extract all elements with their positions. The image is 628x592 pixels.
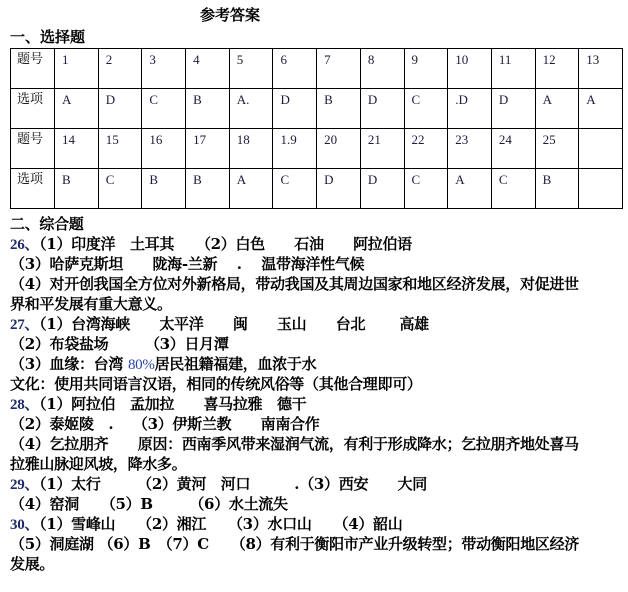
answer-text: （2）布袋盐场 （3）日月潭 [10, 335, 229, 353]
answer-cell: C [404, 89, 448, 129]
answer-cell: D [98, 89, 142, 129]
question-number-cell: 3 [142, 49, 186, 89]
answer-cell: D [491, 89, 535, 129]
answer-cell: D [317, 169, 361, 209]
section-comprehensive [10, 214, 625, 574]
answer-line [10, 254, 625, 274]
question-number-cell: 11 [491, 49, 535, 89]
answer-cell: B [55, 169, 99, 209]
row-label: 选项 [11, 89, 55, 129]
answer-line [10, 394, 625, 414]
answer-cell: .D [448, 89, 492, 129]
question-number-cell: 12 [535, 49, 579, 89]
question-number-cell: 9 [404, 49, 448, 89]
question-number-cell: 8 [360, 49, 404, 89]
answer-text: （3）血缘：台湾 [10, 355, 128, 373]
question-number-cell: 15 [98, 129, 142, 169]
table-row [11, 129, 623, 169]
question-number-cell: 25 [535, 129, 579, 169]
answer-line [10, 434, 625, 454]
answer-text: 发展。 [10, 555, 55, 573]
answer-line [10, 374, 625, 394]
row-label: 题号 [11, 129, 55, 169]
section-heading-multiple-choice: 一、选择题 [10, 28, 86, 46]
percentage-value: 80% [127, 357, 155, 373]
answer-line [10, 274, 625, 294]
question-number-cell: 23 [448, 129, 492, 169]
question-number-cell: 4 [186, 49, 230, 89]
answer-line [10, 554, 625, 574]
answer-line [10, 514, 625, 534]
answer-cell: C [98, 169, 142, 209]
section-heading-comprehensive: 二、综合题 [10, 215, 84, 233]
question-number-cell: 17 [186, 129, 230, 169]
answer-cell: B [186, 89, 230, 129]
answer-text: （4）对开创我国全方位对外新格局，带动我国及其周边国家和地区经济发展，对促进世 [10, 275, 579, 293]
row-label: 题号 [11, 49, 55, 89]
question-number-cell [579, 129, 623, 169]
question-number-cell: 6 [273, 49, 317, 89]
answer-text: （1）太行 （2）黄河 河口 .（3）西安 大同 [39, 475, 427, 493]
question-number-cell: 2 [98, 49, 142, 89]
answer-cell: D [360, 169, 404, 209]
answer-text: （1）阿拉伯 孟加拉 喜马拉雅 德干 [39, 395, 307, 413]
answer-text: （3）哈萨克斯坦 陇海-兰新 . 温带海洋性气候 [10, 255, 365, 273]
answer-table [10, 48, 623, 209]
question-number-cell: 10 [448, 49, 492, 89]
document-title: 参考答案 [200, 6, 261, 24]
table-row [11, 89, 623, 129]
question-number-cell: 22 [404, 129, 448, 169]
answer-text: 居民祖籍福建，血浓于水 [154, 355, 317, 373]
answer-cell [579, 169, 623, 209]
answer-cell: A [229, 169, 273, 209]
answer-line [10, 534, 625, 554]
answer-line [10, 334, 625, 354]
answer-cell: A [579, 89, 623, 129]
answer-text: （4）乞拉朋齐 原因：西南季风带来湿润气流，有利于形成降水；乞拉朋齐地处喜马 [10, 435, 579, 453]
answer-cell: B [535, 169, 579, 209]
answer-cell: B [186, 169, 230, 209]
answer-cell: C [491, 169, 535, 209]
question-number: 28、 [10, 397, 40, 413]
question-number: 26、 [10, 237, 40, 253]
answer-cell: C [404, 169, 448, 209]
answer-text: （1）雪峰山 （2）湘江 （3）水口山 （4）韶山 [39, 515, 403, 533]
answer-cell: A [448, 169, 492, 209]
answer-cell: A [535, 89, 579, 129]
question-number-cell: 1 [55, 49, 99, 89]
answer-cell: A [55, 89, 99, 129]
answer-text: 拉雅山脉迎风坡，降水多。 [10, 455, 187, 473]
answer-line [10, 454, 625, 474]
table-row [11, 49, 623, 89]
question-number: 29、 [10, 477, 40, 493]
answer-cell: B [142, 169, 186, 209]
answer-text: （2）泰姬陵 . （3）伊斯兰教 南南合作 [10, 415, 320, 433]
question-number-cell: 21 [360, 129, 404, 169]
answer-text: （1）印度洋 土耳其 （2）白色 石油 阿拉伯语 [39, 235, 412, 253]
answer-cell: D [273, 89, 317, 129]
question-number: 30、 [10, 517, 40, 533]
question-number: 27、 [10, 317, 40, 333]
question-number-cell: 18 [229, 129, 273, 169]
answer-text: 界和平发展有重大意义。 [10, 295, 172, 313]
answer-line [10, 494, 625, 514]
question-number-cell: 7 [317, 49, 361, 89]
answer-cell: D [360, 89, 404, 129]
question-number-cell: 16 [142, 129, 186, 169]
answer-text: 文化：使用共同语言汉语，相同的传统风俗等（其他合理即可） [10, 375, 422, 393]
answer-cell: A. [229, 89, 273, 129]
question-number-cell: 14 [55, 129, 99, 169]
table-row [11, 169, 623, 209]
question-number-cell: 13 [579, 49, 623, 89]
answer-line [10, 474, 625, 494]
question-number-cell: 24 [491, 129, 535, 169]
answer-text: （4）窑洞 （5）B （6）水土流失 [10, 495, 288, 513]
answer-cell: C [142, 89, 186, 129]
answer-line [10, 294, 625, 314]
answer-line [10, 354, 625, 374]
question-number-cell: 5 [229, 49, 273, 89]
question-number-cell: 20 [317, 129, 361, 169]
answer-line [10, 234, 625, 254]
question-number-cell: 1.9 [273, 129, 317, 169]
answer-text: （5）洞庭湖 （6）B （7）C （8）有利于衡阳市产业升级转型；带动衡阳地区经济 [10, 535, 579, 553]
answer-line [10, 414, 625, 434]
answer-cell: C [273, 169, 317, 209]
row-label: 选项 [11, 169, 55, 209]
answer-text: （1）台湾海峡 太平洋 闽 玉山 台北 高雄 [39, 315, 429, 333]
answer-cell: B [317, 89, 361, 129]
answer-line [10, 314, 625, 334]
